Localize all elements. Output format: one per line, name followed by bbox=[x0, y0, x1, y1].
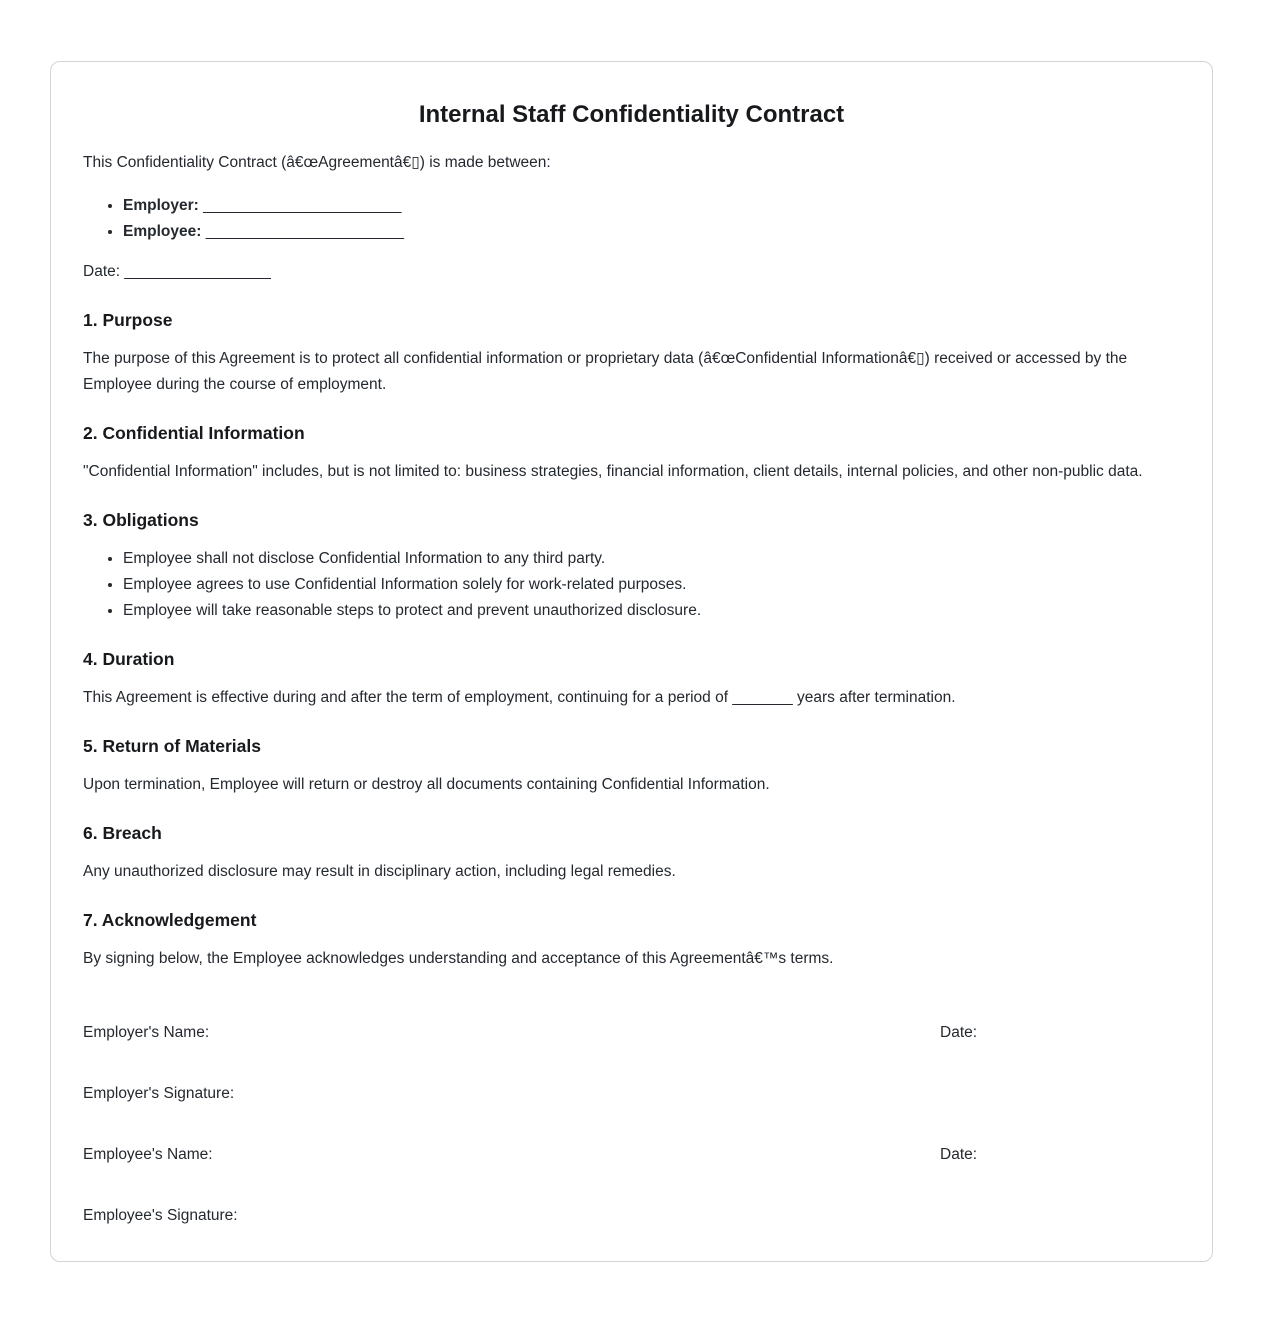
signature-label: Employer's Name: bbox=[83, 1024, 210, 1041]
date-line bbox=[83, 259, 1180, 285]
party-label: Employer: bbox=[123, 197, 199, 214]
section-heading: 4. Duration bbox=[83, 649, 175, 669]
section-paragraph: By signing below, the Employee acknowledges understanding and acceptance of this Agreementâ€™s terms. bbox=[83, 950, 834, 967]
signature-label: Employer's Signature: bbox=[83, 1085, 235, 1102]
signature-row bbox=[83, 1143, 1180, 1167]
contract-section bbox=[83, 309, 1180, 398]
contract-section bbox=[83, 735, 1180, 798]
section-heading: 6. Breach bbox=[83, 823, 162, 843]
page-background bbox=[0, 61, 1263, 1262]
date-line-blank: _________________ bbox=[124, 263, 271, 280]
parties-list bbox=[83, 193, 1180, 245]
signature-block bbox=[83, 1021, 1180, 1228]
party-blank: _______________________ bbox=[198, 197, 402, 214]
party-item bbox=[123, 219, 1180, 245]
contract-section bbox=[83, 909, 1180, 972]
section-paragraph: "Confidential Information" includes, but is not limited to: business strategies, financial information, client details, internal policies, and other non-public data. bbox=[83, 463, 1143, 480]
signature-date-label: Date: bbox=[940, 1146, 978, 1163]
contract-section bbox=[83, 509, 1180, 624]
party-label: Employee: bbox=[123, 223, 202, 240]
section-paragraph: Any unauthorized disclosure may result in disciplinary action, including legal remedies. bbox=[83, 863, 676, 880]
party-blank: _______________________ bbox=[201, 223, 404, 240]
section-bullet-list bbox=[83, 546, 1180, 624]
signature-row bbox=[83, 1021, 1180, 1045]
section-heading: 2. Confidential Information bbox=[83, 423, 305, 443]
contract-section bbox=[83, 648, 1180, 711]
signature-label: Employee's Name: bbox=[83, 1146, 213, 1163]
section-heading: 1. Purpose bbox=[83, 310, 173, 330]
contract-section bbox=[83, 822, 1180, 885]
contract-section bbox=[83, 422, 1180, 485]
signature-row bbox=[83, 1082, 1180, 1106]
contract-card bbox=[50, 61, 1213, 1262]
section-paragraph: Upon termination, Employee will return or destroy all documents containing Confidential Information. bbox=[83, 776, 770, 793]
section-heading: 7. Acknowledgement bbox=[83, 910, 257, 930]
sections-container bbox=[83, 309, 1180, 972]
bullet-item: • Employee shall not disclose Confidential Information to any third party. bbox=[123, 546, 1180, 572]
document-title: Internal Staff Confidentiality Contract bbox=[418, 101, 845, 128]
party-item bbox=[123, 193, 1180, 219]
date-line-label: Date: bbox=[83, 263, 121, 280]
section-heading: 5. Return of Materials bbox=[83, 736, 261, 756]
signature-label: Employee's Signature: bbox=[83, 1207, 238, 1224]
intro-paragraph: This Confidentiality Contract (â€œAgreementâ€▯) is made between: bbox=[83, 154, 551, 171]
section-paragraph: This Agreement is effective during and after the term of employment, continuing for a period of _______ years after termination. bbox=[83, 689, 956, 706]
signature-row bbox=[83, 1204, 1180, 1228]
bullet-item: • Employee will take reasonable steps to protect and prevent unauthorized disclosure. bbox=[123, 598, 1180, 624]
section-heading: 3. Obligations bbox=[83, 510, 199, 530]
signature-date-label: Date: bbox=[940, 1024, 978, 1041]
section-paragraph: The purpose of this Agreement is to protect all confidential information or proprietary data (â€œConfidential Informationâ€▯) received or accessed by the Employee during the course of employment. bbox=[83, 350, 1128, 393]
bullet-item: • Employee agrees to use Confidential Information solely for work-related purposes. bbox=[123, 572, 1180, 598]
